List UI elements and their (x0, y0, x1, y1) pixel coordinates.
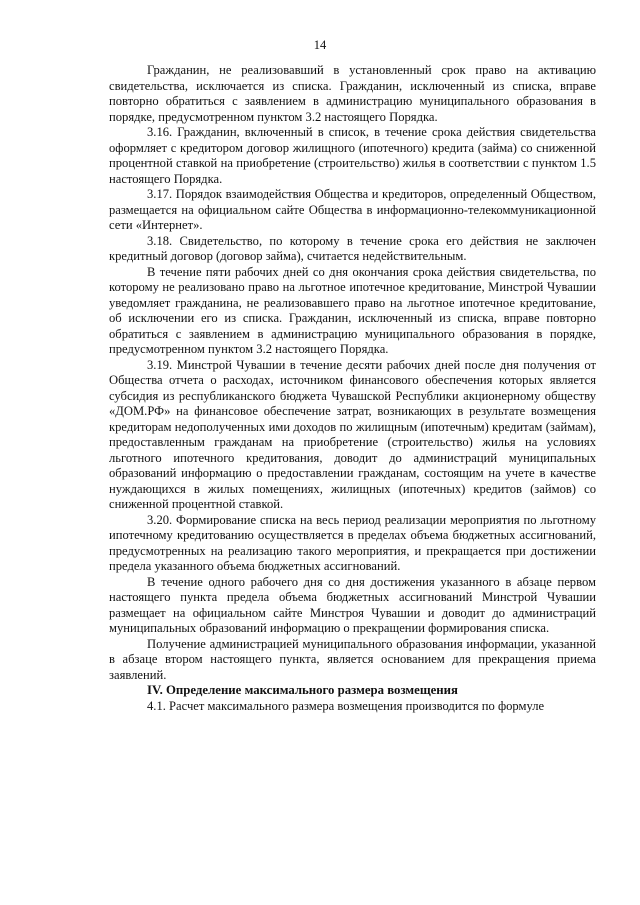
document-body (109, 63, 596, 714)
paragraph-3-19: 3.19. Минстрой Чувашии в течение десяти рабочих дней после дня получения от Общества отчета о расходах, источником финансового обеспечения которых является субсидия из республиканского бюджета Чувашской Республики акционерному обществу «ДОМ.РФ» на финансовое обеспечение затрат, возникающих в результате возмещения кредиторам недополученных ими доходов по жилищным (ипотечным) кредитам (займам), предоставленным гражданам на приобретение (строительство) жилья на условиях льготного ипотечного кредитования, доводит до администраций муниципальных образований информацию о предоставлении гражданам, состоящим на учете в качестве нуждающихся в жилых помещениях, жилищных (ипотечных) кредитов (займов) со сниженной процентной ставкой. (109, 357, 596, 511)
section-heading: IV. Определение максимального размера возмещения (147, 683, 458, 697)
paragraph-3-18: 3.18. Свидетельство, по которому в течение срока его действия не заключен кредитный договор (договор займа), считается недействительным. (109, 233, 596, 263)
paragraph-3-16: 3.16. Гражданин, включенный в список, в течение срока действия свидетельства оформляет с кредитором договор жилищного (ипотечного) кредита (займа) со сниженной процентной ставкой на приобретение (строительство) жилья в соответствии с пунктом 1.5 настоящего Порядка. (109, 125, 596, 186)
paragraph: Получение администрацией муниципального образования информации, указанной в абзаце втором настоящего пункта, является основанием для прекращения приема заявлений. (109, 636, 596, 682)
page-number: 14 (313, 38, 327, 52)
paragraph: В течение пяти рабочих дней со дня окончания срока действия свидетельства, по которому не реализовано право на льготное ипотечное кредитование, Минстрой Чувашии уведомляет гражданина, не реализовавшего право на льготное ипотечное кредитование, об исключении его из списка. Гражданин, исключенный из списка, вправе повторно обратиться с заявлением в администрацию муниципального образования в порядке, предусмотренном пунктом 3.2 настоящего Порядка. (109, 264, 596, 356)
paragraph: Гражданин, не реализовавший в установленный срок право на активацию свидетельства, исключается из списка. Гражданин, исключенный из списка, вправе повторно обратиться с заявлением в администрацию муниципального образования в порядке, предусмотренном пунктом 3.2 настоящего Порядка. (109, 63, 596, 124)
paragraph-4-1: 4.1. Расчет максимального размера возмещения производится по формуле (147, 698, 545, 713)
paragraph-3-17: 3.17. Порядок взаимодействия Общества и кредиторов, определенный Обществом, размещается на официальном сайте Общества в информационно-телекоммуникационной сети «Интернет». (109, 187, 596, 232)
paragraph-3-20: 3.20. Формирование списка на весь период реализации мероприятия по льготному ипотечному кредитованию осуществляется в пределах объема бюджетных ассигнований, предусмотренных на реализацию такого мероприятия, и прекращается при достижении предела указанного объема бюджетных ассигнований. (109, 512, 596, 573)
paragraph: В течение одного рабочего дня со дня достижения указанного в абзаце первом настоящего пункта предела объема бюджетных ассигнований Минстрой Чувашии размещает на официальном сайте Минстроя Чувашии и доводит до администраций муниципальных образований информацию о прекращении формирования списка. (109, 574, 596, 635)
